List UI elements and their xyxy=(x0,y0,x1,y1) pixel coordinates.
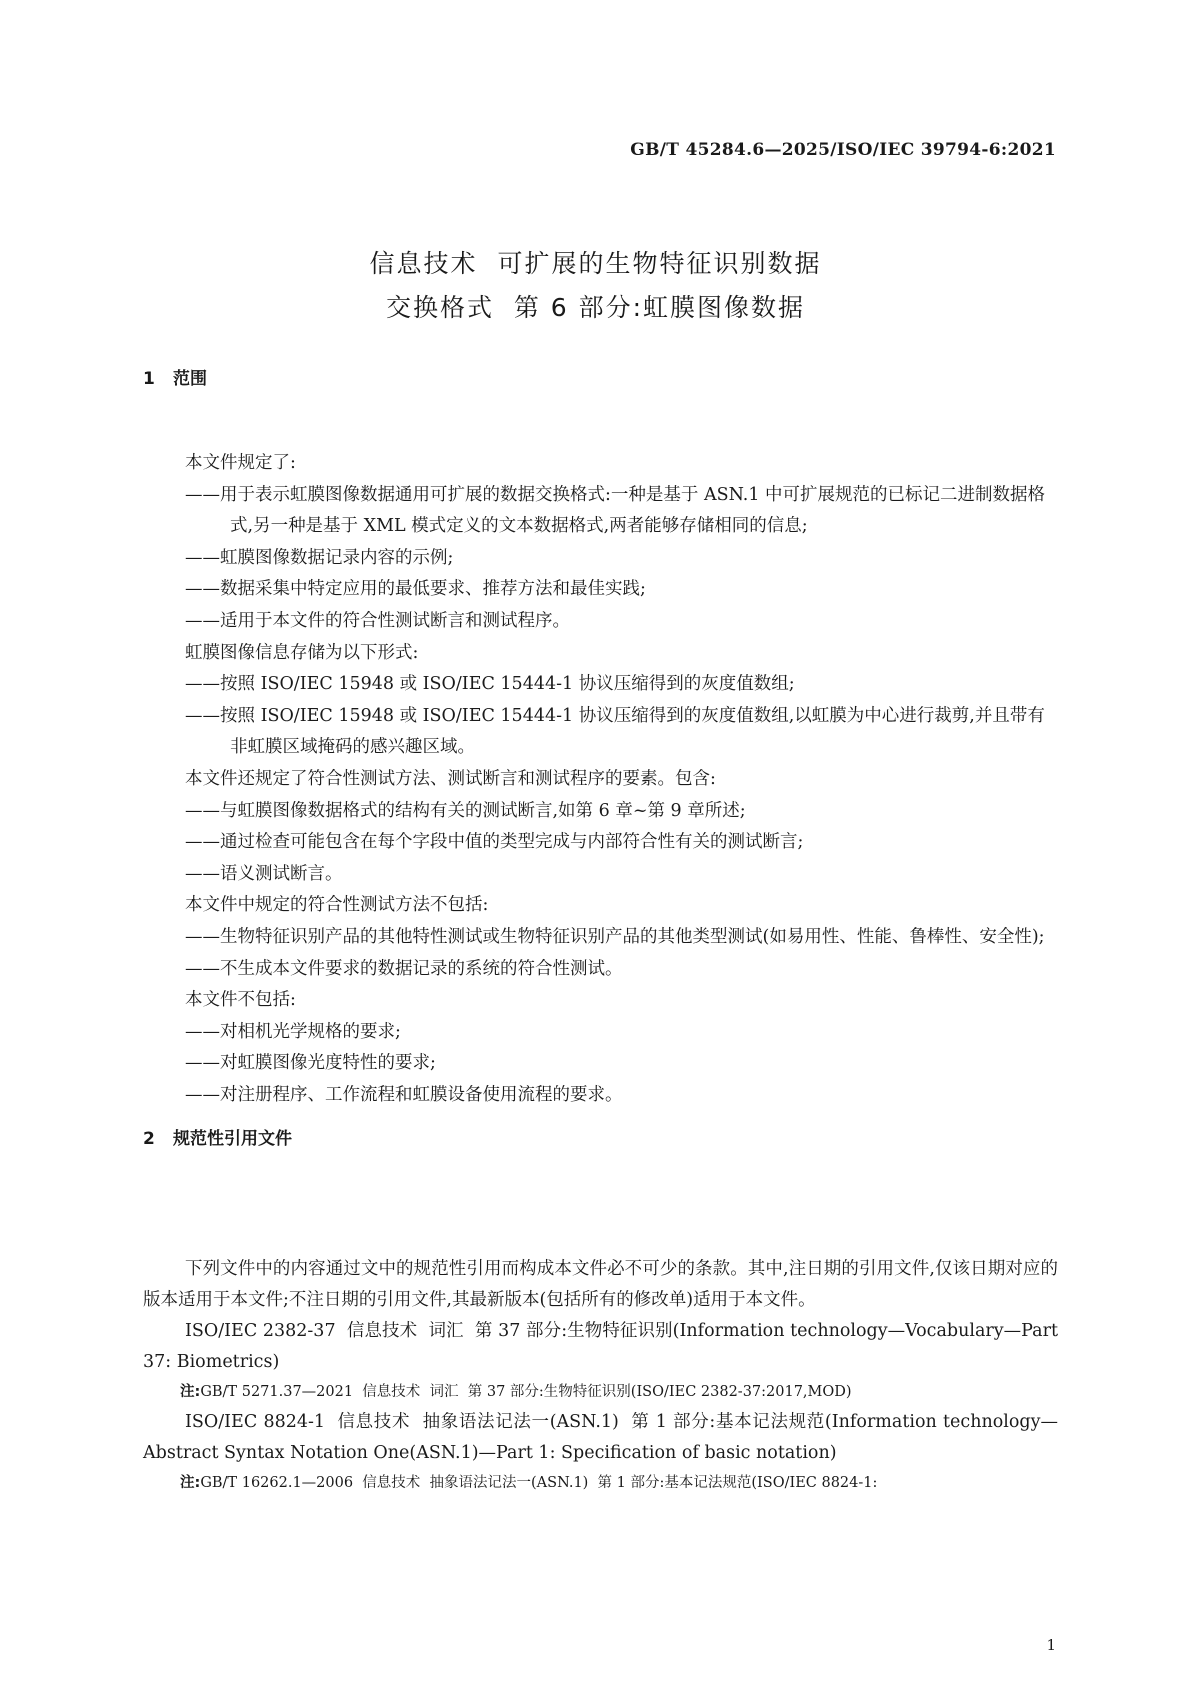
section-1-heading xyxy=(143,364,207,389)
list-item: ——语义测试断言。 xyxy=(185,863,343,884)
reference-item: ISO/IEC 8824-1 信息技术 抽象语法记法一(ASN.1) 第 1 部分:基本记法规范(Information technology—Abstract Syntax Notation One(ASN.1)—Part 1: Specification of basic notation) xyxy=(143,1412,1058,1463)
list-item: ——对相机光学规格的要求; xyxy=(185,1021,401,1042)
paragraph: 本文件规定了: xyxy=(185,453,296,473)
list-item: ——适用于本文件的符合性测试断言和测试程序。 xyxy=(185,610,570,631)
document-title-line-2: 交换格式 第 6 部分:虹膜图像数据 xyxy=(385,293,806,322)
list-item: ——与虹膜图像数据格式的结构有关的测试断言,如第 6 章~第 9 章所述; xyxy=(185,800,746,821)
note-text: GB/T 5271.37—2021 信息技术 词汇 第 37 部分:生物特征识别(ISO/IEC 2382-37:2017,MOD) xyxy=(200,1384,852,1400)
list-item: ——对虹膜图像光度特性的要求; xyxy=(185,1053,436,1074)
section-2-body xyxy=(143,1254,1064,1498)
paragraph: 本文件还规定了符合性测试方法、测试断言和测试程序的要素。包含: xyxy=(185,768,716,789)
reference-note xyxy=(143,1378,1058,1407)
list-item: ——对注册程序、工作流程和虹膜设备使用流程的要求。 xyxy=(185,1084,623,1105)
note-label: 注: xyxy=(180,1384,201,1400)
list-item: ——不生成本文件要求的数据记录的系统的符合性测试。 xyxy=(185,958,623,979)
note-label: 注: xyxy=(180,1475,201,1491)
section-1-body xyxy=(143,448,1058,1111)
section-1-title: 范围 xyxy=(173,369,207,389)
reference-item: ISO/IEC 2382-37 信息技术 词汇 第 37 部分:生物特征识别(Information technology—Vocabulary—Part 37: Biometrics) xyxy=(143,1321,1064,1372)
standard-code: GB/T 45284.6—2025/ISO/IEC 39794-6:2021 xyxy=(630,140,1056,160)
page-number: 1 xyxy=(1046,1636,1056,1654)
paragraph: 虹膜图像信息存储为以下形式: xyxy=(185,642,419,663)
reference-note xyxy=(143,1469,1058,1498)
section-2-title: 规范性引用文件 xyxy=(173,1129,292,1149)
document-title-line-1: 信息技术 可扩展的生物特征识别数据 xyxy=(369,249,822,278)
section-2-number: 2 xyxy=(143,1129,155,1149)
section-1-number: 1 xyxy=(143,369,155,389)
paragraph: 本文件中规定的符合性测试方法不包括: xyxy=(185,895,489,916)
list-item: ——按照 ISO/IEC 15948 或 ISO/IEC 15444-1 协议压缩得到的灰度值数组,以虹膜为中心进行裁剪,并且带有非虹膜区域掩码的感兴趣区域。 xyxy=(185,705,1045,758)
section-2-heading xyxy=(143,1124,292,1149)
paragraph: 本文件不包括: xyxy=(185,990,296,1011)
list-item: ——通过检查可能包含在每个字段中值的类型完成与内部符合性有关的测试断言; xyxy=(185,832,804,853)
list-item: ——按照 ISO/IEC 15948 或 ISO/IEC 15444-1 协议压缩得到的灰度值数组; xyxy=(185,674,795,695)
list-item: ——用于表示虹膜图像数据通用可扩展的数据交换格式:一种是基于 ASN.1 中可扩展规范的已标记二进制数据格式,另一种是基于 XML 模式定义的文本数据格式,两者能够存储相同的信息; xyxy=(185,484,1046,537)
list-item: ——生物特征识别产品的其他特性测试或生物特征识别产品的其他类型测试(如易用性、性能、鲁棒性、安全性); xyxy=(185,926,1045,947)
list-item: ——数据采集中特定应用的最低要求、推荐方法和最佳实践; xyxy=(185,579,646,600)
note-text: GB/T 16262.1—2006 信息技术 抽象语法记法一(ASN.1) 第 1 部分:基本记法规范(ISO/IEC 8824-1: xyxy=(200,1475,878,1491)
references-intro: 下列文件中的内容通过文中的规范性引用而构成本文件必不可少的条款。其中,注日期的引用文件,仅该日期对应的版本适用于本文件;不注日期的引用文件,其最新版本(包括所有的修改单)适用于本文件。 xyxy=(143,1259,1058,1310)
list-item: ——虹膜图像数据记录内容的示例; xyxy=(185,547,454,568)
